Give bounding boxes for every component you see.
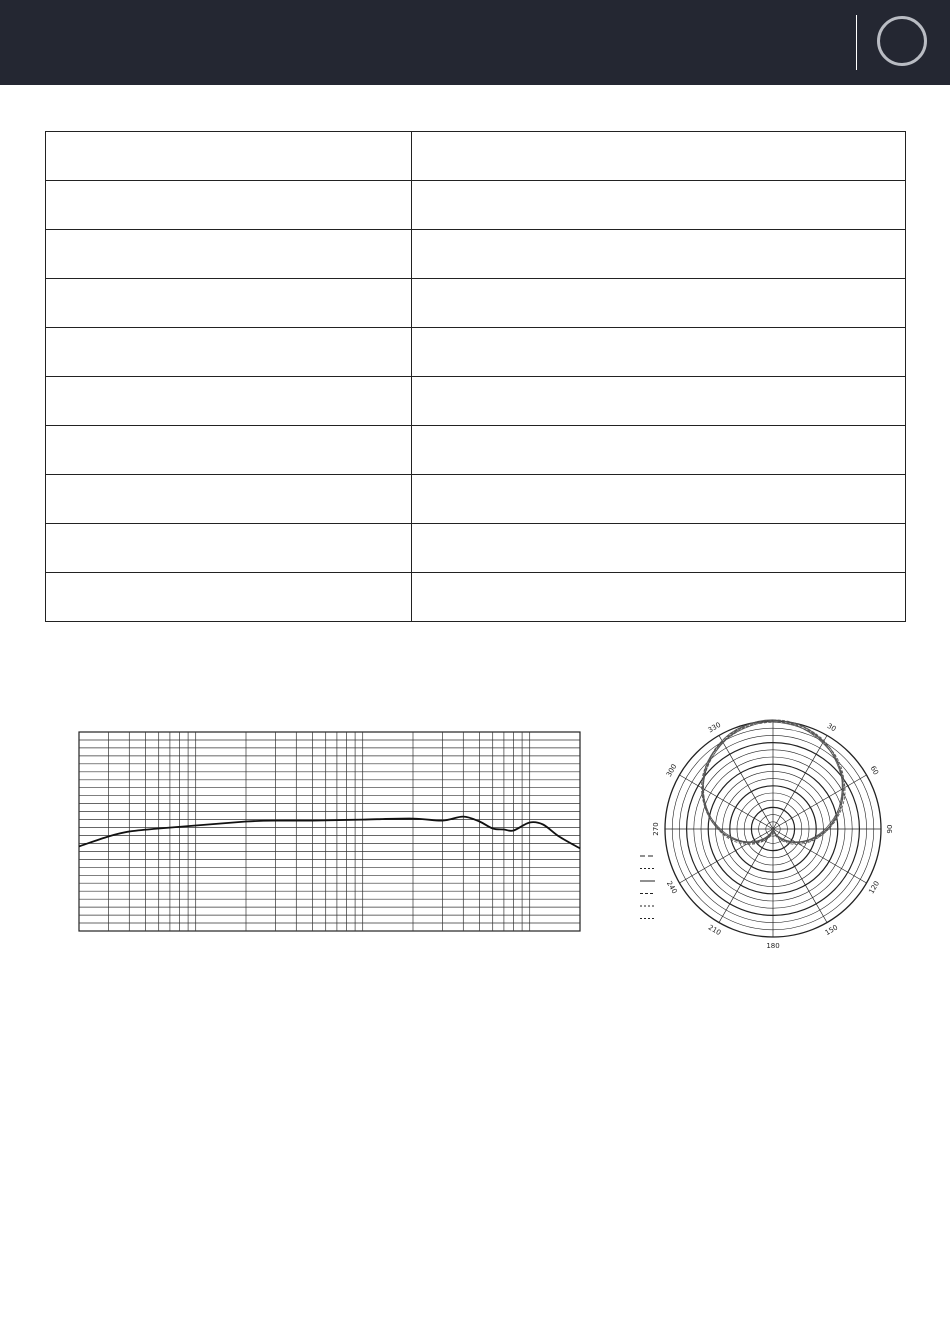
spec-label	[46, 573, 412, 622]
polar-spoke	[680, 775, 774, 829]
polar-spoke	[719, 736, 773, 830]
spec-row	[46, 181, 906, 230]
spec-row	[46, 328, 906, 377]
angle-label: 180	[766, 942, 780, 950]
angle-label: 30	[825, 722, 838, 734]
spec-table	[45, 131, 906, 622]
spec-label	[46, 524, 412, 573]
spec-row	[46, 377, 906, 426]
spec-label	[46, 181, 412, 230]
polar-spoke	[773, 829, 867, 883]
header-divider	[856, 15, 857, 70]
angle-label: 240	[664, 879, 679, 896]
angle-label: 150	[823, 923, 840, 938]
angle-label: 210	[706, 923, 723, 938]
spec-label	[46, 132, 412, 181]
spec-value	[412, 377, 906, 426]
circle-logo-icon[interactable]	[877, 16, 927, 66]
angle-label: 120	[867, 879, 882, 896]
spec-label	[46, 377, 412, 426]
angle-label: 60	[868, 764, 880, 777]
polar-spoke	[773, 775, 867, 829]
spec-value	[412, 181, 906, 230]
spec-label	[46, 279, 412, 328]
plot-frame	[79, 732, 580, 931]
spec-value	[412, 475, 906, 524]
page-header	[0, 0, 950, 85]
spec-label	[46, 230, 412, 279]
spec-value	[412, 279, 906, 328]
grid	[79, 732, 580, 931]
spec-value	[412, 132, 906, 181]
angle-label: 330	[706, 720, 723, 735]
spec-row	[46, 524, 906, 573]
spec-label	[46, 426, 412, 475]
frequency-response-chart	[78, 731, 583, 935]
polar-spoke	[773, 736, 827, 830]
spec-row	[46, 573, 906, 622]
spec-value	[412, 573, 906, 622]
spec-value	[412, 524, 906, 573]
spec-row	[46, 132, 906, 181]
angle-label: 90	[886, 824, 894, 834]
polar-pattern-chart	[630, 715, 894, 955]
angle-label: 270	[652, 822, 660, 836]
spec-value	[412, 328, 906, 377]
spec-label	[46, 328, 412, 377]
polar-legend	[640, 856, 655, 919]
spec-row	[46, 230, 906, 279]
spec-row	[46, 426, 906, 475]
spec-row	[46, 475, 906, 524]
spec-row	[46, 279, 906, 328]
spec-label	[46, 475, 412, 524]
polar-spoke	[680, 829, 774, 883]
spec-value	[412, 230, 906, 279]
angle-label: 300	[664, 762, 679, 779]
spec-value	[412, 426, 906, 475]
